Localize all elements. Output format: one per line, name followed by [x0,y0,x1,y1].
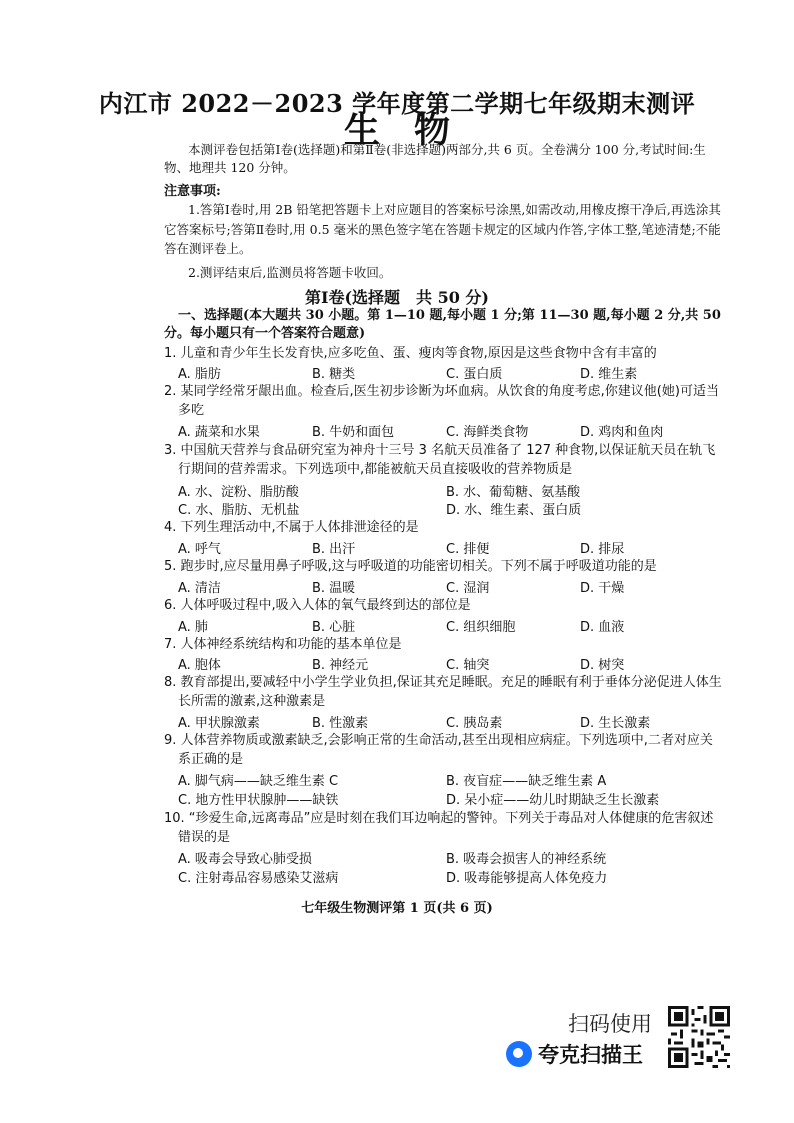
option-c: C. 海鲜类食物 [446,425,529,440]
question-stem: 9. 人体营养物质或激素缺乏,会影响正常的生命活动,甚至出现相应病症。下列选项中,二者对应关系正确的是 [164,733,713,767]
option-c: C. 注射毒品容易感染艾滋病 [178,871,339,886]
option-a: A. 脚气病——缺乏维生素 C [178,774,339,789]
question-stem: 8. 教育部提出,要减轻中小学生学业负担,保证其充足睡眠。充足的睡眠有利于垂体分泌促进人体生长所需的激素,这种激素是 [164,675,722,709]
option-b: B. 出汗 [312,542,356,557]
option-d: D. 水、维生素、蛋白质 [446,503,582,518]
section-title: 第Ⅰ卷(选择题 共 50 分) [304,288,490,307]
options-6 [178,616,718,635]
options-3b [178,499,718,518]
option-c: C. 地方性甲状腺肿——缺铁 [178,793,339,808]
option-b: B. 夜盲症——缺乏维生素 A [446,774,607,789]
question-stem: 3. 中国航天营养与食品研究室为神舟十三号 3 名航天员准备了 127 种食物,以保证航天员在轨飞行期间的营养需求。下列选项中,都能被航天员直接吸收的营养物质是 [164,443,716,477]
scanner-brand [506,1040,643,1068]
option-d: D. 树突 [580,658,625,673]
question-stem: 6. 人体呼吸过程中,吸入人体的氧气最终到达的部位是 [164,598,471,613]
note-item-1: 1.答第Ⅰ卷时,用 2B 铅笔把答题卡上对应题目的答案标号涂黑,如需改动,用橡皮擦干净后,再选涂其它答案标号;答第Ⅱ卷时,用 0.5 毫米的黑色签字笔在答题卡规定的区域内作答,字体工整,笔迹清楚;不能答在测评卷上。 [164,202,721,256]
option-b: B. 吸毒会损害人的神经系统 [446,852,607,867]
question-10 [164,809,724,847]
intro-text: 本测评卷包括第Ⅰ卷(选择题)和第Ⅱ卷(非选择题)两部分,共 6 页。全卷满分 100 分,考试时间:生物、地理共 120 分钟。 [164,142,706,175]
options-5 [178,577,718,596]
options-10b [178,867,718,886]
subject-title: 生物 [343,109,484,151]
option-b: B. 神经元 [312,658,369,673]
question-stem: 2. 某同学经常牙龈出血。检查后,医生初步诊断为坏血病。从饮食的角度考虑,你建议他(她)可适当多吃 [164,384,719,418]
question-6 [164,596,724,615]
option-a: A. 蔬菜和水果 [178,425,260,440]
question-5 [164,557,724,576]
brand-name: 夸克扫描王 [538,1043,643,1067]
question-stem: 10. “珍爱生命,远离毒品”应是时刻在我们耳边响起的警钟。下列关于毒品对人体健康的危害叙述错误的是 [164,811,714,845]
question-7 [164,635,724,654]
option-b: B. 糖类 [312,367,356,382]
options-9 [178,770,718,789]
option-a: A. 清洁 [178,581,221,596]
option-c: C. 胰岛素 [446,716,503,731]
note-item-2: 2.测评结束后,监测员将答题卡收回。 [188,265,392,280]
option-b: B. 牛奶和面包 [312,425,395,440]
options-3 [178,481,718,500]
options-2 [178,421,718,440]
option-c: C. 湿润 [446,581,490,596]
option-a: A. 脂肪 [178,367,221,382]
option-b: B. 性激素 [312,716,369,731]
option-a: A. 肺 [178,620,208,635]
question-stem: 4. 下列生理活动中,不属于人体排泄途径的是 [164,520,419,535]
option-d: D. 鸡肉和鱼肉 [580,425,664,440]
options-4 [178,538,718,557]
option-a: A. 呼气 [178,542,221,557]
options-8 [178,712,718,731]
options-9b [178,789,718,808]
option-c: C. 排便 [446,542,490,557]
question-1 [164,344,724,363]
option-a: A. 水、淀粉、脂肪酸 [178,485,299,500]
notes-heading: 注意事项: [164,184,221,199]
option-c: C. 轴突 [446,658,490,673]
question-stem: 1. 儿童和青少年生长发育快,应多吃鱼、蛋、瘦肉等食物,原因是这些食物中含有丰富的 [164,346,657,361]
option-d: D. 干燥 [580,581,625,596]
question-3 [164,441,724,479]
option-c: C. 水、脂肪、无机盐 [178,503,300,518]
option-d: D. 维生素 [580,367,638,382]
option-d: D. 吸毒能够提高人体免疫力 [446,871,608,886]
qr-code-icon [668,1006,730,1068]
question-8 [164,673,724,711]
exam-title: 内江市 2022－2023 学年度第二学期七年级期末测评 [98,89,696,118]
option-a: A. 甲状腺激素 [178,716,260,731]
option-c: C. 组织细胞 [446,620,516,635]
option-c: C. 蛋白质 [446,367,503,382]
option-d: D. 生长激素 [580,716,651,731]
section-instruction: 一、选择题(本大题共 30 小题。第 1—10 题,每小题 1 分;第 11—30 题,每小题 2 分,共 50 分。每小题只有一个答案符合题意) [164,308,721,341]
option-b: B. 水、葡萄糖、氨基酸 [446,485,581,500]
question-2 [164,382,724,420]
option-b: B. 温暖 [312,581,356,596]
quark-logo-icon [506,1041,532,1067]
option-d: D. 呆小症——幼儿时期缺乏生长激素 [446,793,660,808]
question-9 [164,731,724,769]
option-d: D. 排尿 [580,542,625,557]
question-4 [164,518,724,537]
question-stem: 7. 人体神经系统结构和功能的基本单位是 [164,637,402,652]
option-d: D. 血液 [580,620,625,635]
option-b: B. 心脏 [312,620,356,635]
question-stem: 5. 跑步时,应尽量用鼻子呼吸,这与呼吸道的功能密切相关。下列不属于呼吸道功能的是 [164,559,657,574]
options-1 [178,363,718,382]
page-footer: 七年级生物测评第 1 页(共 6 页) [301,901,493,916]
option-a: A. 胞体 [178,658,221,673]
options-7 [178,654,718,673]
options-10 [178,848,718,867]
option-a: A. 吸毒会导致心肺受损 [178,852,312,867]
scan-to-use-label: 扫码使用 [568,1012,652,1036]
